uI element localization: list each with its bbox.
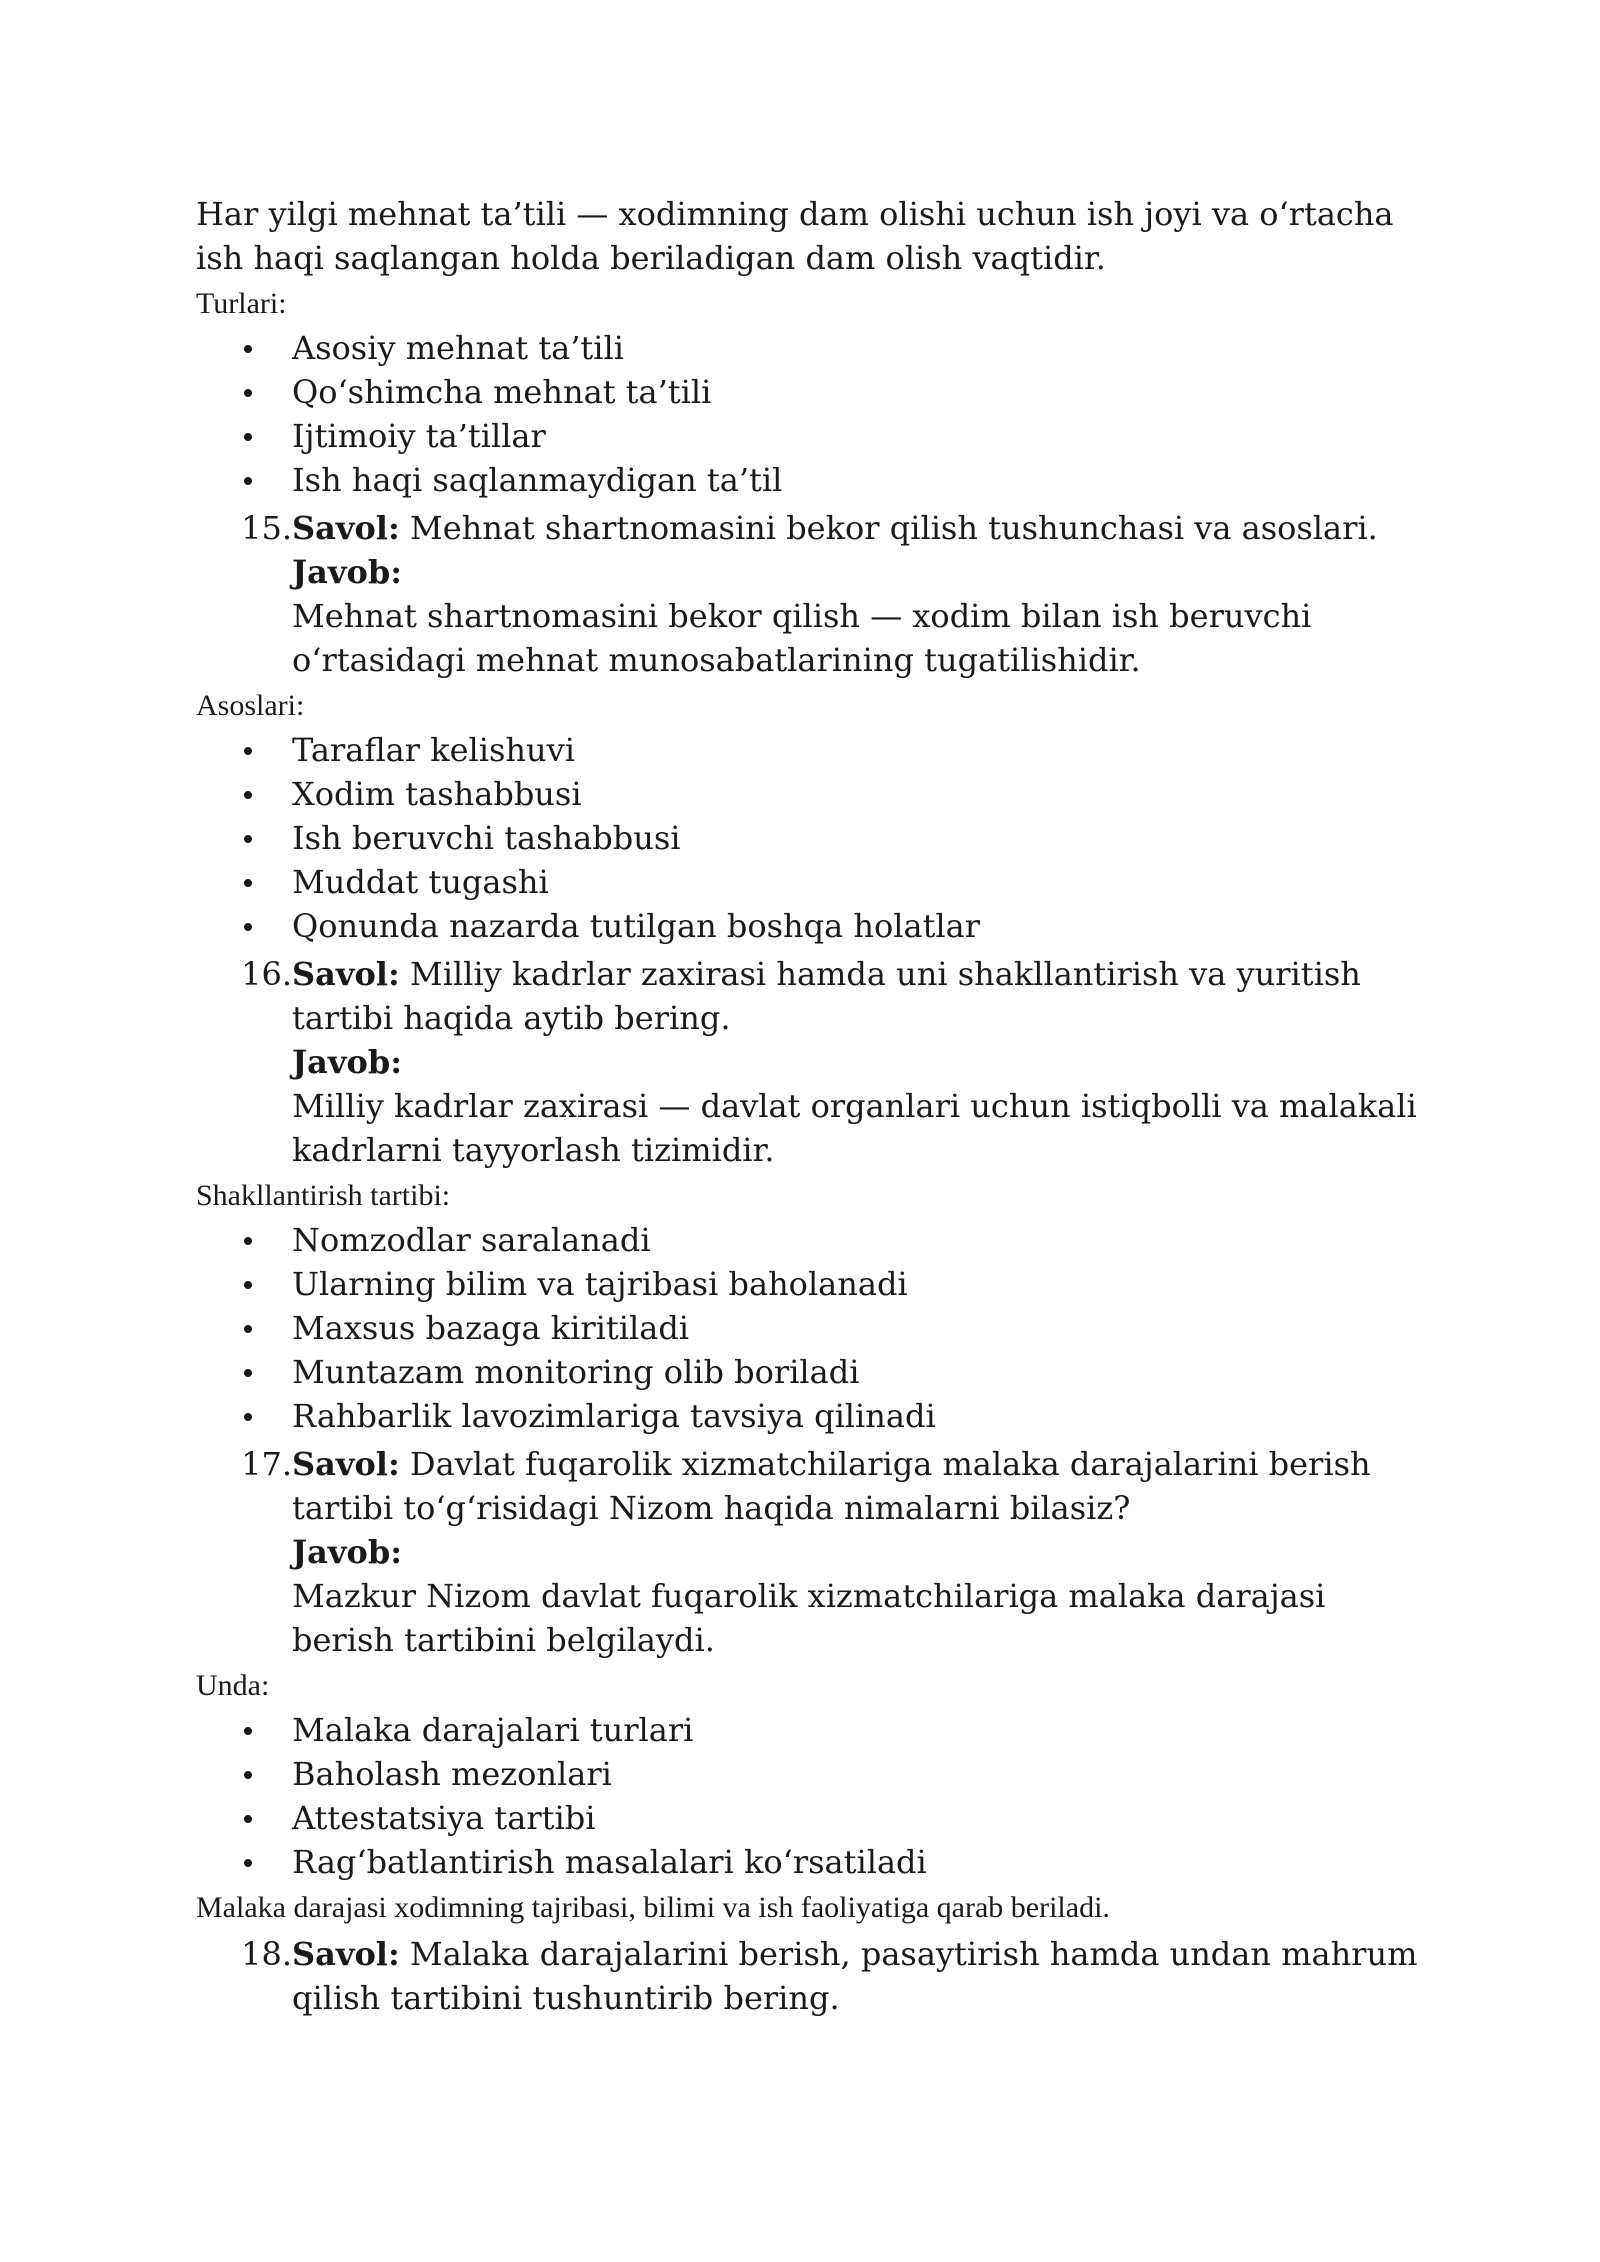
answer-label: Javob: (292, 1533, 402, 1571)
list-item: Ijtimoiy ta’tillar (196, 414, 1436, 458)
bullet-icon (244, 477, 252, 485)
list-item: Ish haqi saqlanmaydigan ta’til (196, 458, 1436, 502)
answer-text: Mehnat shartnomasini bekor qilish — xodim bilan ish beruvchi o‘rtasidagi mehnat munosabatlarining tugatilishidir. (292, 597, 1312, 679)
bullet-icon (244, 747, 252, 755)
section-label-unda: Unda: (196, 1669, 270, 1702)
bullet-icon (244, 835, 252, 843)
answer-text: Milliy kadrlar zaxirasi — davlat organlari uchun istiqbolli va malakali kadrlarni tayyorlash tizimidir. (292, 1087, 1417, 1169)
bullet-icon (244, 1281, 252, 1289)
section-label-shakllantirish: Shakllantirish tartibi: (196, 1179, 451, 1212)
bullet-icon (244, 1325, 252, 1333)
bullet-icon (244, 1727, 252, 1735)
bullet-icon (244, 433, 252, 441)
question-15: 15. Savol: Mehnat shartnomasini bekor qilish tushunchasi va asoslari. Javob: Mehnat shartnomasini bekor qilish — xodim bilan ish beruvchi o‘rtasidagi mehnat munosabatlarining tugatilishidir. (196, 506, 1436, 682)
answer-text: Mazkur Nizom davlat fuqarolik xizmatchilariga malaka darajasi berish tartibini belgilaydi. (292, 1577, 1326, 1659)
bullet-icon (244, 1815, 252, 1823)
list-shakllantirish (196, 1218, 1436, 1438)
list-item: Qo‘shimcha mehnat ta’tili (196, 370, 1436, 414)
bullet-icon (244, 1369, 252, 1377)
bullet-icon (244, 345, 252, 353)
list-item: Taraflar kelishuvi (196, 728, 1436, 772)
question-text: Savol: Mehnat shartnomasini bekor qilish tushunchasi va asoslari. (292, 509, 1378, 547)
bullet-icon (244, 389, 252, 397)
bullet-icon (244, 1859, 252, 1867)
list-item: Malaka darajalari turlari (196, 1708, 1436, 1752)
bullet-icon (244, 1413, 252, 1421)
list-item: Ularning bilim va tajribasi baholanadi (196, 1262, 1436, 1306)
list-item: Asosiy mehnat ta’tili (196, 326, 1436, 370)
list-asoslari (196, 728, 1436, 948)
question-17: 17. Savol: Davlat fuqarolik xizmatchilariga malaka darajalarini berish tartibi to‘g‘risidagi Nizom haqida nimalarni bilasiz? Javob: Mazkur Nizom davlat fuqarolik xizmatchilariga malaka darajasi berish tartibini belgilaydi. (196, 1442, 1436, 1662)
bullet-icon (244, 1771, 252, 1779)
list-item: Maxsus bazaga kiritiladi (196, 1306, 1436, 1350)
question-text: Savol: Malaka darajalarini berish, pasaytirish hamda undan mahrum qilish tartibini tushuntirib bering. (292, 1935, 1418, 2017)
note-malaka: Malaka darajasi xodimning tajribasi, bilimi va ish faoliyatiga qarab beriladi. (196, 1891, 1110, 1924)
intro-paragraph: Har yilgi mehnat ta’tili — xodimning dam olishi uchun ish joyi va o‘rtacha ish haqi saqlangan holda beriladigan dam olish vaqtidir. (196, 195, 1394, 277)
section-label-turlari: Turlari: (196, 287, 287, 320)
list-item: Muntazam monitoring olib boriladi (196, 1350, 1436, 1394)
list-item: Rag‘batlantirish masalalari ko‘rsatiladi (196, 1840, 1436, 1884)
section-label-asoslari: Asoslari: (196, 689, 305, 722)
answer-label: Javob: (292, 553, 402, 591)
answer-label: Javob: (292, 1043, 402, 1081)
list-turlari (196, 326, 1436, 502)
document-content (196, 192, 1436, 2020)
list-item: Xodim tashabbusi (196, 772, 1436, 816)
question-text: Savol: Milliy kadrlar zaxirasi hamda uni shakllantirish va yuritish tartibi haqida aytib bering. (292, 955, 1361, 1037)
question-text: Savol: Davlat fuqarolik xizmatchilariga malaka darajalarini berish tartibi to‘g‘risidagi Nizom haqida nimalarni bilasiz? (292, 1445, 1371, 1527)
list-item: Baholash mezonlari (196, 1752, 1436, 1796)
list-item: Rahbarlik lavozimlariga tavsiya qilinadi (196, 1394, 1436, 1438)
list-item: Muddat tugashi (196, 860, 1436, 904)
bullet-icon (244, 923, 252, 931)
list-item: Ish beruvchi tashabbusi (196, 816, 1436, 860)
list-item: Nomzodlar saralanadi (196, 1218, 1436, 1262)
list-item: Attestatsiya tartibi (196, 1796, 1436, 1840)
question-18: 18. Savol: Malaka darajalarini berish, pasaytirish hamda undan mahrum qilish tartibini tushuntirib bering. (196, 1932, 1436, 2020)
list-unda (196, 1708, 1436, 1884)
question-16: 16. Savol: Milliy kadrlar zaxirasi hamda uni shakllantirish va yuritish tartibi haqida aytib bering. Javob: Milliy kadrlar zaxirasi — davlat organlari uchun istiqbolli va malakali kadrlarni tayyorlash tizimidir. (196, 952, 1436, 1172)
bullet-icon (244, 1237, 252, 1245)
bullet-icon (244, 791, 252, 799)
list-item: Qonunda nazarda tutilgan boshqa holatlar (196, 904, 1436, 948)
bullet-icon (244, 879, 252, 887)
